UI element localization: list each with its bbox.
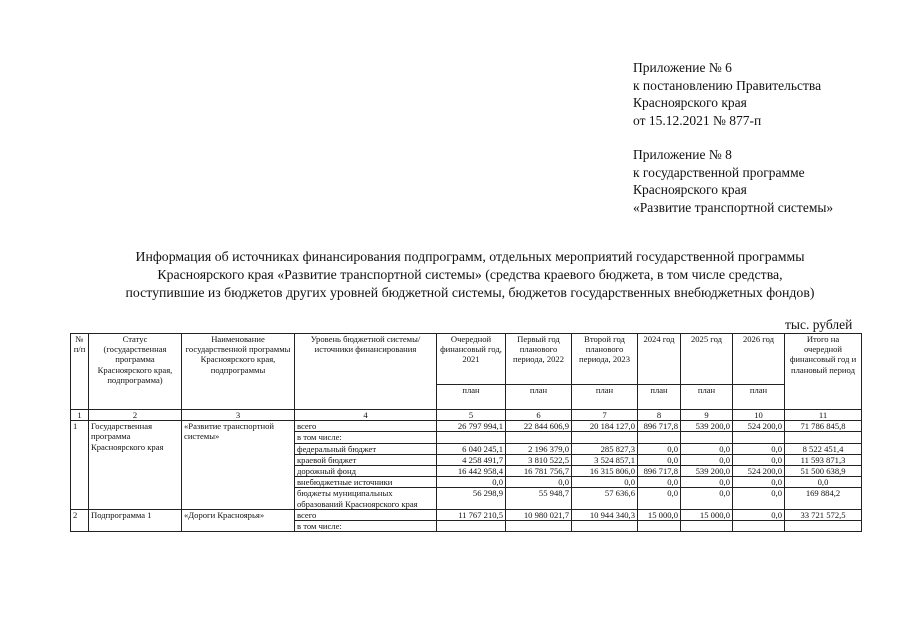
row-amount: 55 948,7 (506, 488, 572, 509)
row-funding-level: в том числе: (295, 432, 437, 443)
row-amount: 4 258 491,7 (437, 454, 506, 465)
header-plan: план (638, 385, 681, 410)
column-index: 10 (733, 410, 785, 421)
appendix-6-line: от 15.12.2021 № 877-п (633, 112, 762, 128)
header-plan: план (506, 385, 572, 410)
row-amount: 524 200,0 (733, 466, 785, 477)
row-amount (437, 432, 506, 443)
row-amount: 15 000,0 (681, 509, 733, 520)
row-amount: 0,0 (681, 454, 733, 465)
row-amount: 0,0 (638, 443, 681, 454)
row-number: 2 (71, 509, 89, 531)
column-index: 8 (638, 410, 681, 421)
row-amount: 11 593 871,3 (785, 454, 862, 465)
row-amount (506, 521, 572, 532)
row-amount: 3 810 522,5 (506, 454, 572, 465)
row-amount: 0,0 (638, 454, 681, 465)
row-amount: 0,0 (733, 443, 785, 454)
appendix-8-block (633, 146, 833, 216)
appendix-6-line: Приложение № 6 (633, 60, 732, 75)
row-number: 1 (71, 421, 89, 510)
row-amount (681, 432, 733, 443)
row-amount: 0,0 (572, 477, 638, 488)
row-amount: 10 980 021,7 (506, 509, 572, 520)
header-total: Итого на очередной финансовый год и плановый период (785, 334, 862, 410)
column-index: 6 (506, 410, 572, 421)
column-index: 9 (681, 410, 733, 421)
row-amount: 524 200,0 (733, 421, 785, 432)
row-amount: 2 196 379,0 (506, 443, 572, 454)
header-plan: план (572, 385, 638, 410)
row-amount: 0,0 (681, 443, 733, 454)
row-amount (733, 432, 785, 443)
document-title (60, 248, 880, 302)
column-index-row (71, 410, 862, 421)
row-amount: 0,0 (733, 454, 785, 465)
row-amount: 56 298,9 (437, 488, 506, 509)
appendix-8-line: к государственной программе (633, 164, 805, 180)
row-amount (785, 521, 862, 532)
row-program-name: «Дороги Красноярья» (182, 509, 295, 531)
row-funding-level: дорожный фонд (295, 466, 437, 477)
header-2021: Очередной финансовый год, 2021 (437, 334, 506, 385)
column-index: 1 (71, 410, 89, 421)
row-funding-level: федеральный бюджет (295, 443, 437, 454)
row-amount (785, 432, 862, 443)
row-status: Подпрограмма 1 (89, 509, 182, 531)
row-amount: 539 200,0 (681, 466, 733, 477)
row-amount: 10 944 340,3 (572, 509, 638, 520)
header-plan: план (733, 385, 785, 410)
header-2024: 2024 год (638, 334, 681, 385)
row-amount: 71 786 845,8 (785, 421, 862, 432)
column-index: 7 (572, 410, 638, 421)
header-num: № п/п (71, 334, 89, 410)
row-amount: 896 717,8 (638, 466, 681, 477)
column-index: 3 (182, 410, 295, 421)
header-row (71, 334, 862, 385)
row-amount: 169 884,2 (785, 488, 862, 509)
header-2023: Второй год планового периода, 2023 (572, 334, 638, 385)
appendix-6-line: к постановлению Правительства (633, 77, 822, 93)
column-index: 5 (437, 410, 506, 421)
row-funding-level: всего (295, 509, 437, 520)
column-index: 4 (295, 410, 437, 421)
row-funding-level: всего (295, 421, 437, 432)
row-amount: 16 315 806,0 (572, 466, 638, 477)
row-amount: 3 524 857,1 (572, 454, 638, 465)
header-level: Уровень бюджетной системы/источники финансирования (295, 334, 437, 410)
row-amount: 26 797 994,1 (437, 421, 506, 432)
row-status: Государственная программа Красноярского края (89, 421, 182, 510)
row-amount: 20 184 127,0 (572, 421, 638, 432)
row-amount: 285 827,3 (572, 443, 638, 454)
header-2026: 2026 год (733, 334, 785, 385)
row-amount: 539 200,0 (681, 421, 733, 432)
row-amount: 0,0 (437, 477, 506, 488)
row-amount: 6 040 245,1 (437, 443, 506, 454)
row-amount (572, 432, 638, 443)
row-amount: 0,0 (733, 477, 785, 488)
row-amount (437, 521, 506, 532)
appendix-8-line: «Развитие транспортной системы» (633, 199, 834, 215)
appendix-8-line: Приложение № 8 (633, 147, 732, 162)
table-row (71, 509, 862, 520)
row-amount: 0,0 (638, 488, 681, 509)
header-2025: 2025 год (681, 334, 733, 385)
row-amount: 0,0 (506, 477, 572, 488)
row-amount: 0,0 (681, 488, 733, 509)
row-amount: 16 442 958,4 (437, 466, 506, 477)
header-name: Наименование государственной программы Красноярского края, подпрограммы (182, 334, 295, 410)
row-amount (638, 521, 681, 532)
row-amount (638, 432, 681, 443)
financing-table (70, 333, 862, 532)
units-label: тыс. рублей (785, 317, 853, 332)
row-amount: 16 781 756,7 (506, 466, 572, 477)
row-amount: 0,0 (681, 477, 733, 488)
appendix-6-block (633, 59, 821, 129)
row-amount: 0,0 (785, 477, 862, 488)
appendix-8-line: Красноярского края (633, 182, 747, 197)
row-amount: 0,0 (733, 509, 785, 520)
row-amount (681, 521, 733, 532)
row-program-name: «Развитие транспортной системы» (182, 421, 295, 510)
row-amount: 896 717,8 (638, 421, 681, 432)
row-funding-level: краевой бюджет (295, 454, 437, 465)
table-body (71, 421, 862, 532)
row-amount: 22 844 606,9 (506, 421, 572, 432)
row-amount: 0,0 (638, 477, 681, 488)
column-index: 11 (785, 410, 862, 421)
row-amount (572, 521, 638, 532)
row-amount: 57 636,6 (572, 488, 638, 509)
header-plan: план (437, 385, 506, 410)
row-funding-level: бюджеты муниципальных образований Красноярского края (295, 488, 437, 509)
row-amount: 51 500 638,9 (785, 466, 862, 477)
row-funding-level: в том числе: (295, 521, 437, 532)
row-amount: 15 000,0 (638, 509, 681, 520)
row-amount: 11 767 210,5 (437, 509, 506, 520)
row-amount: 33 721 572,5 (785, 509, 862, 520)
header-status: Статус (государственная программа Красноярского края, подпрограмма) (89, 334, 182, 410)
header-plan: план (681, 385, 733, 410)
row-amount: 8 522 451,4 (785, 443, 862, 454)
row-funding-level: внебюджетные источники (295, 477, 437, 488)
title-line: Информация об источниках финансирования подпрограмм, отдельных мероприятий государственной программы (135, 249, 805, 264)
header-2022: Первый год планового периода, 2022 (506, 334, 572, 385)
table-row (71, 421, 862, 432)
title-line: поступившие из бюджетов других уровней бюджетной системы, бюджетов государственных внебюджетных фондов) (125, 285, 815, 300)
column-index: 2 (89, 410, 182, 421)
appendix-6-line: Красноярского края (633, 95, 747, 110)
title-line: Красноярского края «Развитие транспортной системы» (средства краевого бюджета, в том числе средства, (157, 267, 783, 282)
row-amount (506, 432, 572, 443)
row-amount: 0,0 (733, 488, 785, 509)
row-amount (733, 521, 785, 532)
